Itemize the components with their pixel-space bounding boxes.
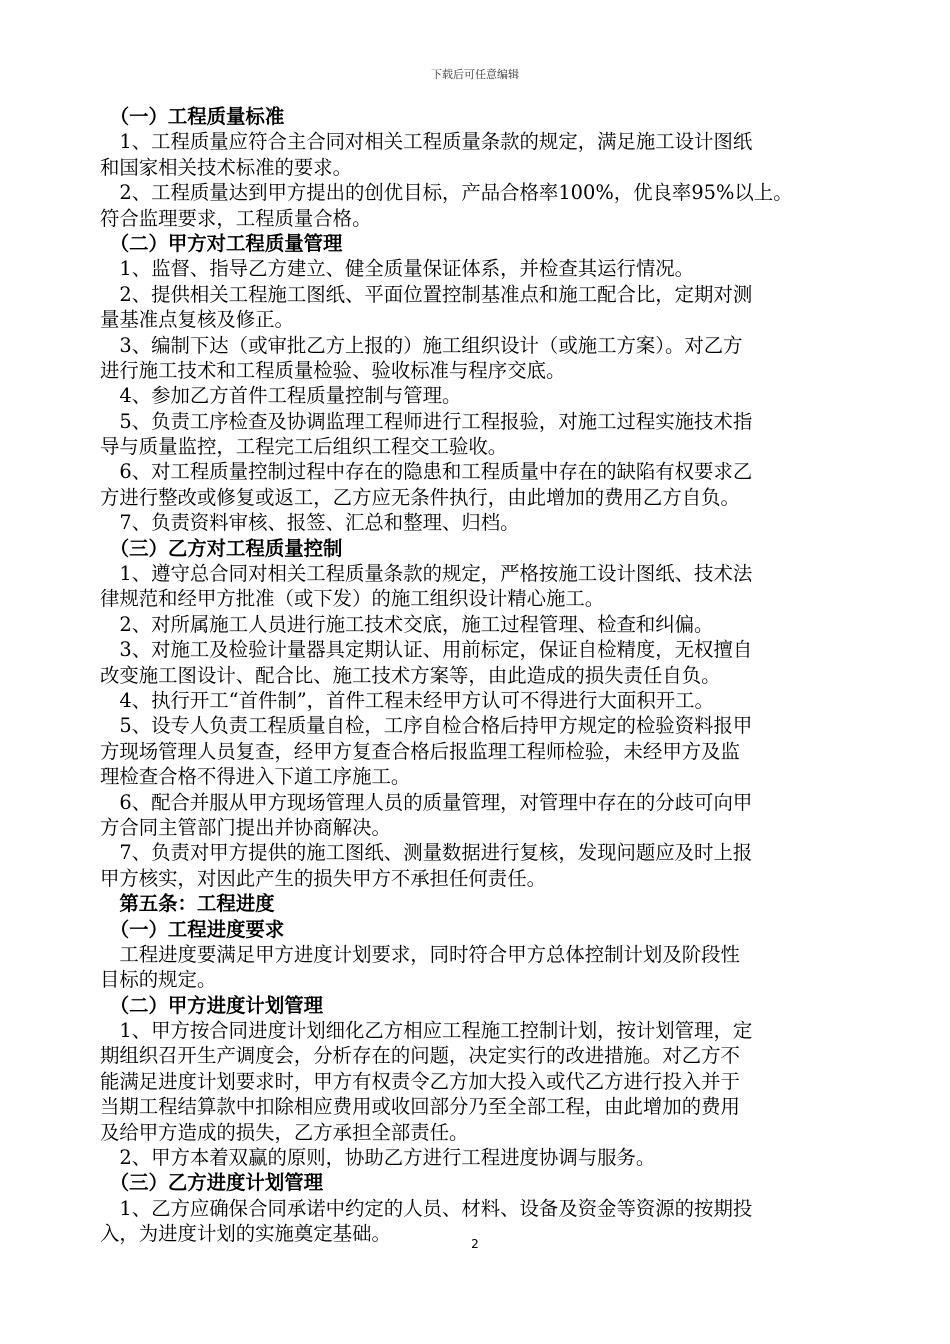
body-text-line: 7、负责资料审核、报签、汇总和整理、归档。 <box>100 511 520 535</box>
document-body <box>100 104 860 1247</box>
body-text-line: 和国家相关技术标准的要求。 <box>100 155 353 179</box>
body-text-line: 2、工程质量达到甲方提出的创优目标，产品合格率100%，优良率95%以上。 <box>100 181 793 205</box>
body-text-line: 改变施工图设计、配合比、施工技术方案等，由此造成的损失责任自负。 <box>100 663 721 687</box>
section-heading: （三）乙方进度计划管理 <box>100 1171 323 1195</box>
body-text-line: 2、甲方本着双赢的原则，协助乙方进行工程进度协调与服务。 <box>100 1146 656 1170</box>
body-text-line: 符合监理要求，工程质量合格。 <box>100 206 372 230</box>
body-text-line: 能满足进度计划要求时，甲方有权责令乙方加大投入或代乙方进行投入并于 <box>100 1069 740 1093</box>
body-text-line: 7、负责对甲方提供的施工图纸、测量数据进行复核，发现问题应及时上报 <box>100 841 753 865</box>
body-text-line: 方进行整改或修复或返工，乙方应无条件执行，由此增加的费用乙方自负。 <box>100 485 740 509</box>
body-text-line: 1、工程质量应符合主合同对相关工程质量条款的规定，满足施工设计图纸 <box>100 130 753 154</box>
body-text-line: 1、乙方应确保合同承诺中约定的人员、材料、设备及资金等资源的按期投 <box>100 1196 753 1220</box>
section-heading: （二）甲方对工程质量管理 <box>100 231 343 255</box>
page-header: 下载后可任意编辑 <box>431 68 519 81</box>
body-text-line: 3、编制下达（或审批乙方上报的）施工组织设计（或施工方案）。对乙方 <box>100 333 743 357</box>
body-text-line: 理检查合格不得进入下道工序施工。 <box>100 765 411 789</box>
section-heading: 第五条：工程进度 <box>100 892 275 916</box>
body-text-line: 6、对工程质量控制过程中存在的隐患和工程质量中存在的缺陷有权要求乙 <box>100 460 753 484</box>
body-text-line: 5、负责工序检查及协调监理工程师进行工程报验，对施工过程实施技术指 <box>100 409 753 433</box>
section-heading: （一）工程质量标准 <box>100 105 285 128</box>
page-number: 2 <box>471 1237 479 1251</box>
body-text-line: 进行施工技术和工程质量检验、验收标准与程序交底。 <box>100 358 566 382</box>
body-text-line: 工程进度要满足甲方进度计划要求，同时符合甲方总体控制计划及阶段性 <box>100 942 740 966</box>
body-text-line: 导与质量监控，工程完工后组织工程交工验收。 <box>100 435 508 459</box>
section-heading: （三）乙方对工程质量控制 <box>100 536 343 560</box>
body-text-line: 1、监督、指导乙方建立、健全质量保证体系，并检查其运行情况。 <box>100 257 695 281</box>
body-text-line: 2、提供相关工程施工图纸、平面位置控制基准点和施工配合比，定期对测 <box>100 282 753 306</box>
body-text-line: 方合同主管部门提出并协商解决。 <box>100 815 391 839</box>
body-text-line: 3、对施工及检验计量器具定期认证、用前标定，保证自检精度，无权擅自 <box>100 638 753 662</box>
body-text-line: 4、执行开工“首件制”，首件工程未经甲方认可不得进行大面积开工。 <box>100 688 714 712</box>
body-text-line: 4、参加乙方首件工程质量控制与管理。 <box>100 384 462 408</box>
body-text-line: 当期工程结算款中扣除相应费用或收回部分乃至全部工程，由此增加的费用 <box>100 1095 740 1119</box>
body-text-line: 5、设专人负责工程质量自检，工序自检合格后持甲方规定的检验资料报甲 <box>100 714 753 738</box>
body-text-line: 入，为进度计划的实施奠定基础。 <box>100 1222 391 1246</box>
body-text-line: 目标的规定。 <box>100 968 217 992</box>
body-text-line: 期组织召开生产调度会，分析存在的问题，决定实行的改进措施。对乙方不 <box>100 1044 740 1068</box>
body-text-line: 2、对所属施工人员进行施工技术交底，施工过程管理、检查和纠偏。 <box>100 612 714 636</box>
section-heading: （一）工程进度要求 <box>100 917 285 941</box>
body-text-line: 及给甲方造成的损失，乙方承担全部责任。 <box>100 1120 469 1144</box>
section-heading: （二）甲方进度计划管理 <box>100 993 323 1017</box>
body-text-line: 方现场管理人员复查，经甲方复查合格后报监理工程师检验，未经甲方及监 <box>100 739 740 763</box>
body-text-line: 律规范和经甲方批准（或下发）的施工组织设计精心施工。 <box>100 587 605 611</box>
body-text-line: 6、配合并服从甲方现场管理人员的质量管理，对管理中存在的分歧可向甲 <box>100 790 753 814</box>
body-text-line: 1、甲方按合同进度计划细化乙方相应工程施工控制计划，按计划管理，定 <box>100 1019 753 1043</box>
body-text-line: 1、遵守总合同对相关工程质量条款的规定，严格按施工设计图纸、技术法 <box>100 562 753 586</box>
body-text-line: 量基准点复核及修正。 <box>100 308 294 332</box>
body-text-line: 甲方核实，对因此产生的损失甲方不承担任何责任。 <box>100 866 546 890</box>
